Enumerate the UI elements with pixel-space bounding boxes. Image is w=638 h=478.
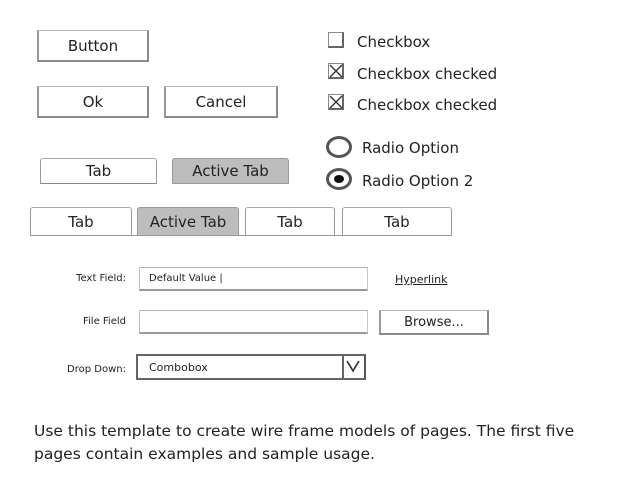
tab-row-3[interactable]: Tab: [245, 207, 335, 236]
button-button[interactable]: Button: [37, 30, 149, 62]
tab-row-1[interactable]: Tab: [30, 207, 132, 236]
instructions-line-1: Use this template to create wire frame models of pages. The first five: [34, 422, 575, 440]
tab-row-active[interactable]: Active Tab: [137, 207, 239, 236]
instructions-line-2: pages contain examples and sample usage.: [34, 445, 375, 463]
file-field-input[interactable]: [139, 310, 368, 334]
radio-option-1-label: Radio Option: [362, 139, 459, 157]
tab-small-1[interactable]: Tab: [40, 158, 157, 184]
ok-button[interactable]: Ok: [37, 86, 149, 118]
checkbox-checked-label-2: Checkbox checked: [357, 96, 498, 114]
cancel-button[interactable]: Cancel: [164, 86, 278, 118]
radio-option-2-label: Radio Option 2: [362, 172, 474, 190]
checkbox-label: Checkbox: [357, 33, 431, 51]
instructions-text: [34, 420, 624, 466]
radio-option-1[interactable]: [326, 136, 352, 158]
checkbox-checked-icon[interactable]: [328, 63, 344, 79]
checkbox-checked-row-1[interactable]: [328, 63, 344, 79]
checkbox-unchecked-row[interactable]: [328, 32, 344, 48]
hyperlink[interactable]: Hyperlink: [395, 273, 448, 286]
checkbox-checked-icon[interactable]: [328, 94, 344, 110]
text-field-label: Text Field:: [76, 273, 126, 284]
checkbox-icon[interactable]: [328, 32, 344, 48]
checkbox-checked-row-2[interactable]: [328, 94, 344, 110]
combobox[interactable]: [136, 354, 366, 380]
combobox-value: Combobox: [149, 360, 208, 374]
tab-row-4[interactable]: Tab: [342, 207, 452, 236]
chevron-down-icon[interactable]: [342, 356, 364, 378]
tab-row-baseline: [30, 235, 452, 236]
file-field-label: File Field: [83, 316, 126, 327]
radio-dot-icon: [334, 175, 344, 183]
dropdown-label: Drop Down:: [67, 364, 126, 375]
tab-small-active[interactable]: Active Tab: [172, 158, 289, 184]
text-field-input[interactable]: Default Value |: [139, 267, 368, 291]
checkbox-checked-label-1: Checkbox checked: [357, 65, 498, 83]
browse-button[interactable]: Browse...: [379, 310, 489, 335]
radio-option-2-selected[interactable]: [326, 168, 352, 190]
